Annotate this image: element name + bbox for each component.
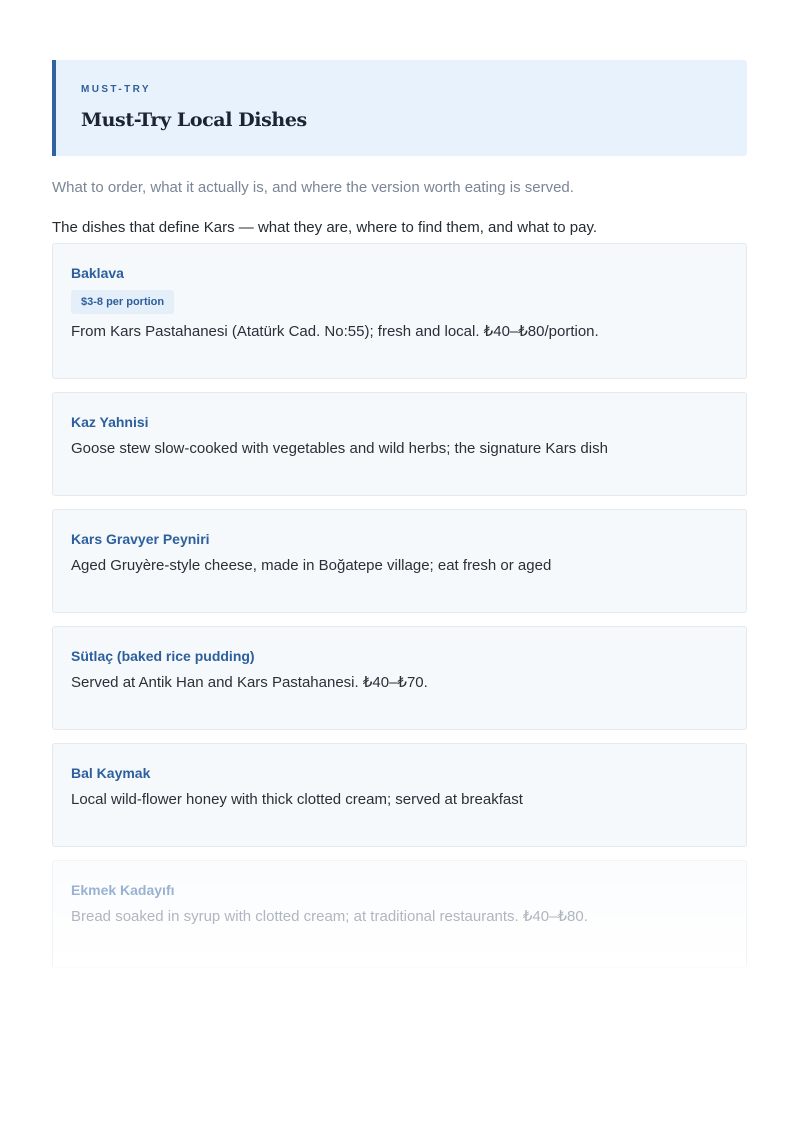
dish-card-ekmek-kadayifi: [52, 860, 747, 968]
dish-description: Bread soaked in syrup with clotted cream; at traditional restaurants. ₺40–₺80.: [71, 908, 588, 925]
dish-description: Served at Antik Han and Kars Pastahanesi. ₺40–₺70.: [71, 674, 428, 691]
dish-name: Sütlaç (baked rice pudding): [71, 648, 255, 664]
dish-name: Ekmek Kadayıfı: [71, 882, 175, 898]
dish-description: Aged Gruyère-style cheese, made in Boğatepe village; eat fresh or aged: [71, 557, 552, 574]
dish-name: Bal Kaymak: [71, 765, 151, 781]
section-eyebrow: MUST-TRY: [81, 84, 151, 95]
price-badge: $3-8 per portion: [71, 290, 174, 314]
dish-list: [52, 243, 747, 968]
dish-card-kars-gravyer-peyniri: [52, 509, 747, 613]
page-subtitle: What to order, what it actually is, and where the version worth eating is served.: [52, 179, 574, 196]
section-header: [52, 60, 747, 156]
dish-name: Baklava: [71, 265, 124, 281]
page-content: [52, 60, 747, 981]
dish-card-baklava: [52, 243, 747, 379]
dish-name: Kars Gravyer Peyniri: [71, 531, 210, 547]
page-title: Must-Try Local Dishes: [81, 109, 307, 131]
dish-name: Kaz Yahnisi: [71, 414, 149, 430]
dish-description: Goose stew slow-cooked with vegetables and wild herbs; the signature Kars dish: [71, 440, 608, 457]
intro-text: The dishes that define Kars — what they are, where to find them, and what to pay.: [52, 219, 598, 236]
dish-card-bal-kaymak: [52, 743, 747, 847]
dish-description: From Kars Pastahanesi (Atatürk Cad. No:55); fresh and local. ₺40–₺80/portion.: [71, 323, 599, 340]
dish-card-kaz-yahnisi: [52, 392, 747, 496]
dish-description: Local wild-flower honey with thick clotted cream; served at breakfast: [71, 791, 523, 808]
dish-card-sutlac: [52, 626, 747, 730]
